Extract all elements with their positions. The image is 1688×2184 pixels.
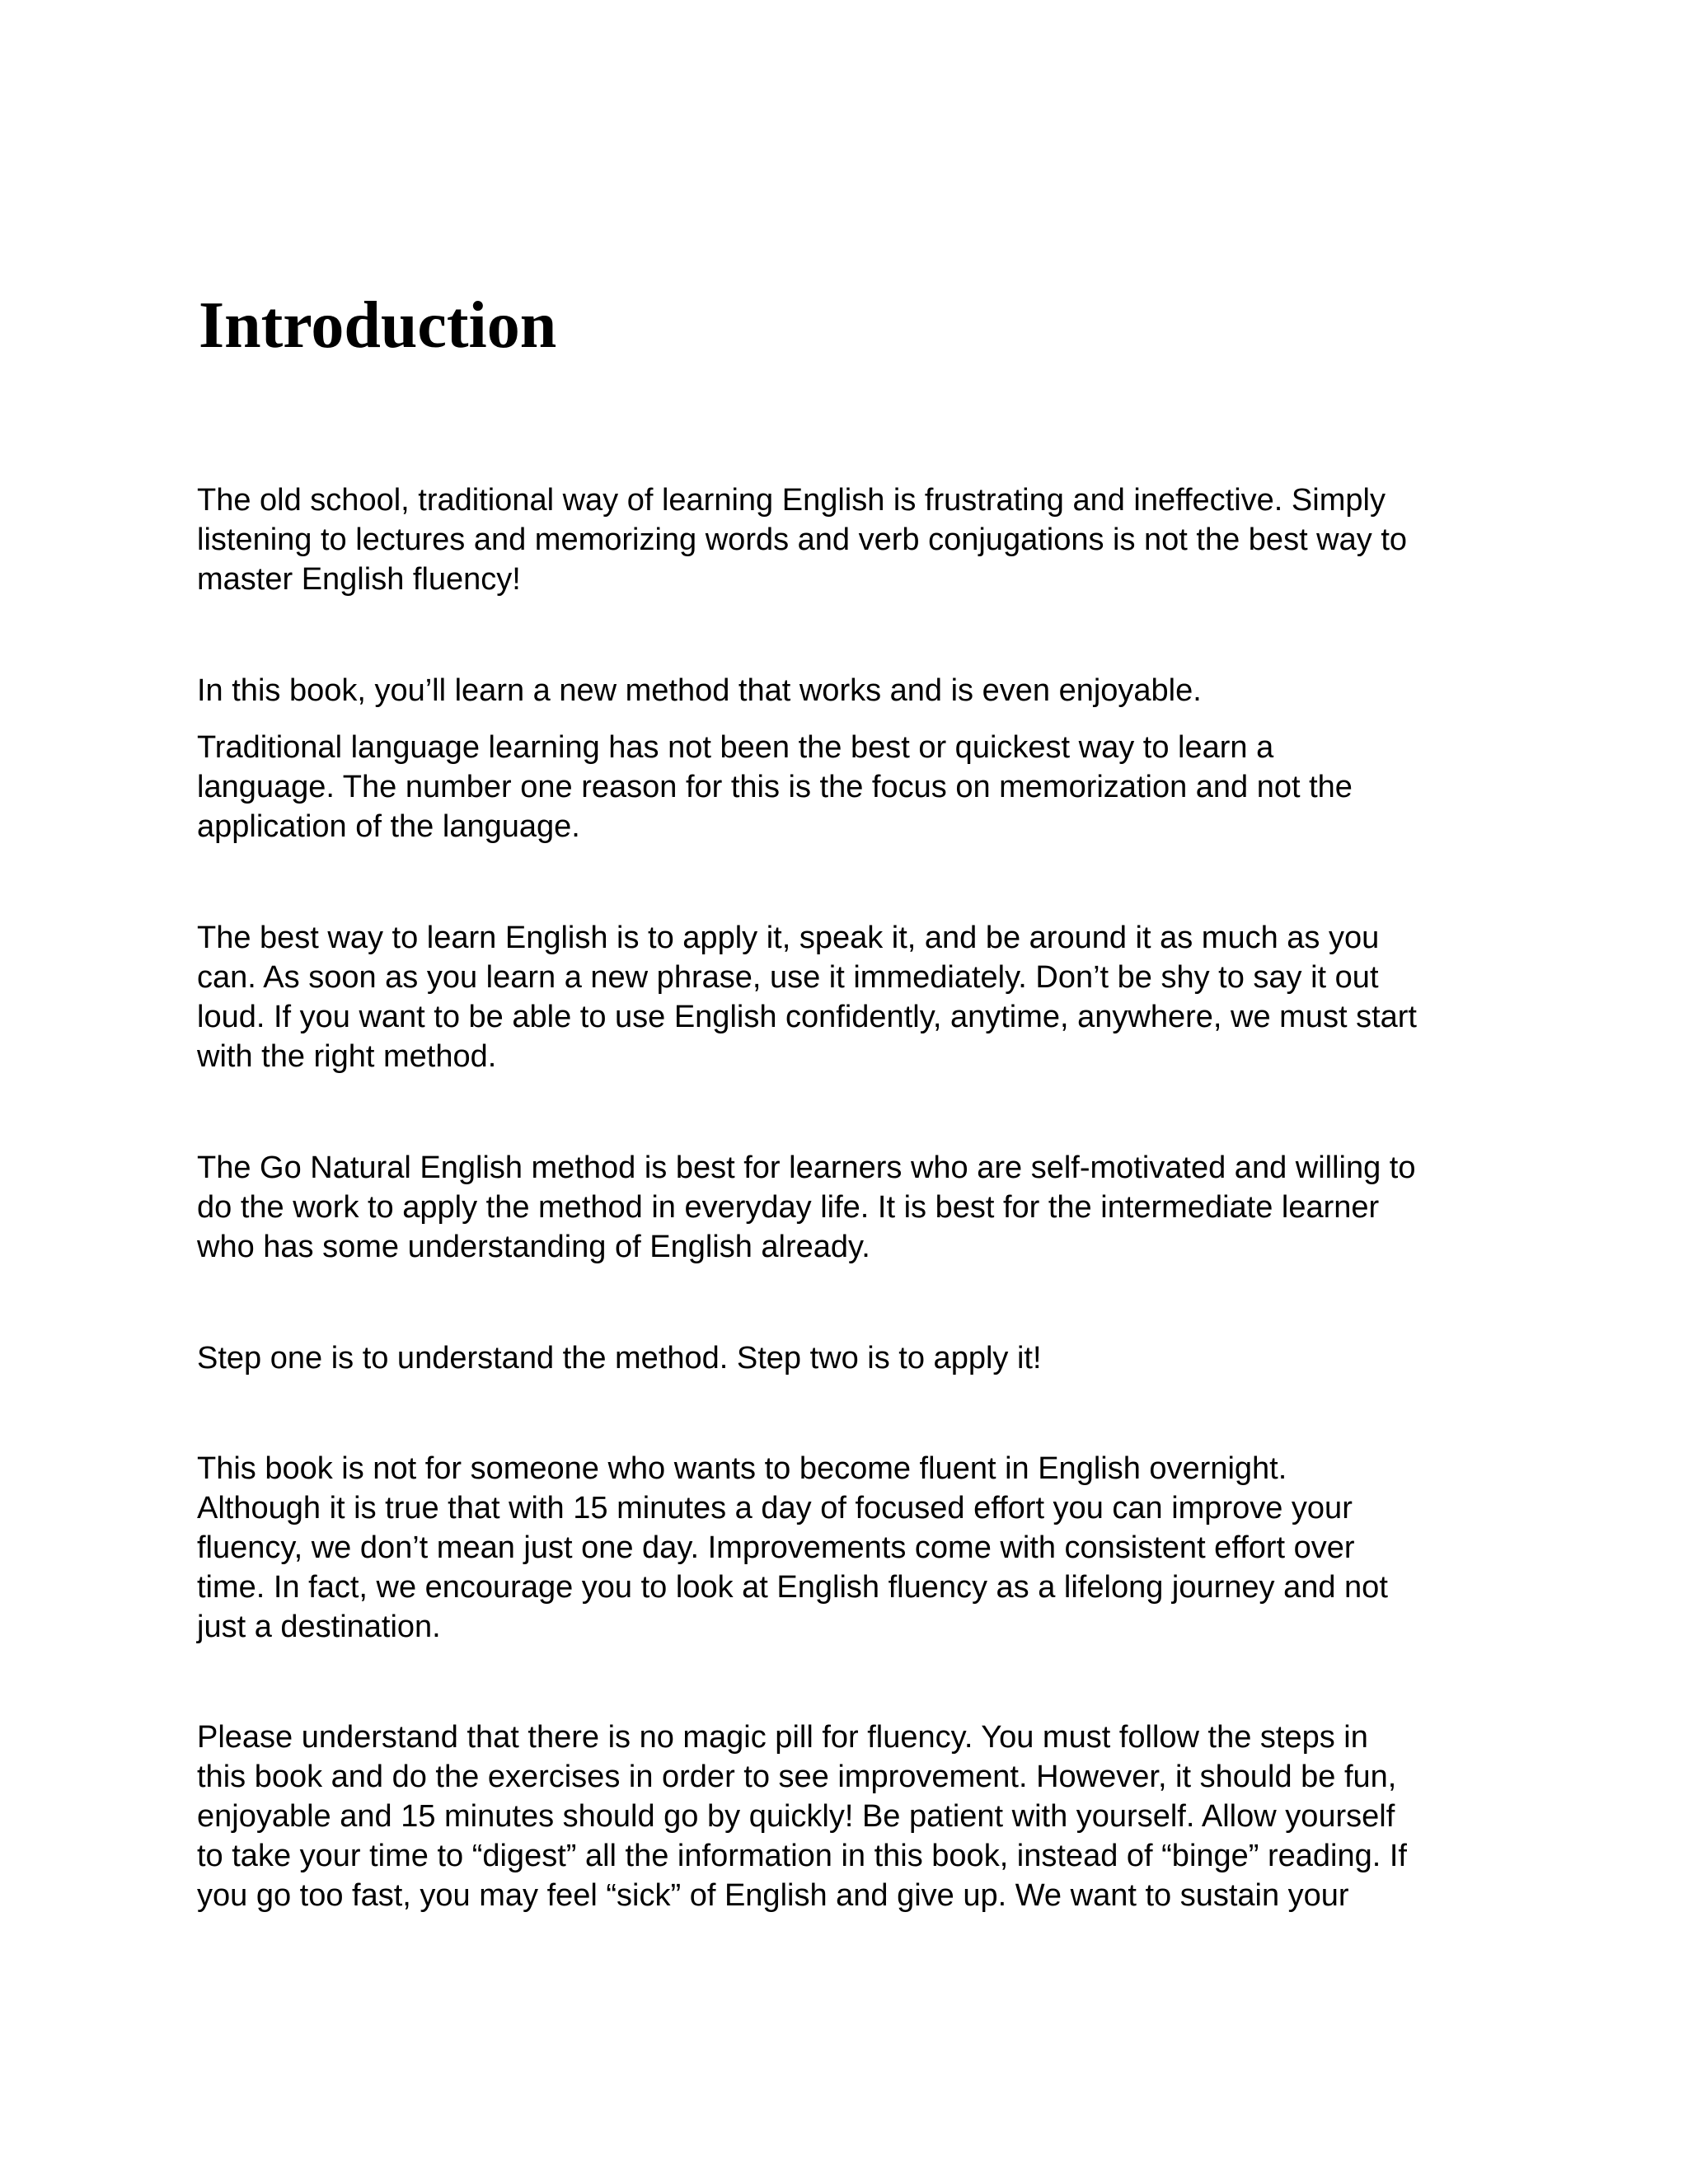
paragraph-line: to take your time to “digest” all the information in this book, instead of “binge” reading. If <box>197 1839 1407 1873</box>
paragraph-line: master English fluency! <box>197 562 521 597</box>
paragraph-line: Please understand that there is no magic pill for fluency. You must follow the steps in <box>197 1720 1368 1755</box>
paragraph-3 <box>197 728 1353 846</box>
paragraph-line: with the right method. <box>197 1039 497 1074</box>
paragraph-line: The best way to learn English is to apply it, speak it, and be around it as much as you <box>197 921 1380 955</box>
paragraph-line: listening to lectures and memorizing words and verb conjugations is not the best way to <box>197 523 1408 557</box>
paragraph-line: time. In fact, we encourage you to look at English fluency as a lifelong journey and not <box>197 1570 1388 1605</box>
paragraph-line: The Go Natural English method is best for learners who are self-motivated and willing to <box>197 1151 1416 1185</box>
paragraph-7 <box>197 1449 1388 1647</box>
paragraph-line: application of the language. <box>197 809 580 844</box>
paragraph-4 <box>197 918 1417 1076</box>
paragraph-line: enjoyable and 15 minutes should go by quickly! Be patient with yourself. Allow yourself <box>197 1799 1395 1834</box>
paragraph-line: loud. If you want to be able to use English confidently, anytime, anywhere, we must start <box>197 1000 1417 1034</box>
paragraph-line: This book is not for someone who wants to become fluent in English overnight. <box>197 1451 1287 1486</box>
paragraph-8 <box>197 1718 1407 1915</box>
paragraph-line: Although it is true that with 15 minutes a day of focused effort you can improve your <box>197 1491 1353 1526</box>
paragraph-5 <box>197 1148 1416 1267</box>
paragraph-2 <box>197 671 1202 710</box>
paragraph-line: In this book, you’ll learn a new method that works and is even enjoyable. <box>197 673 1202 708</box>
paragraph-line: you go too fast, you may feel “sick” of English and give up. We want to sustain your <box>197 1878 1349 1913</box>
paragraph-line: can. As soon as you learn a new phrase, use it immediately. Don’t be shy to say it out <box>197 960 1379 995</box>
paragraph-line: language. The number one reason for this is the focus on memorization and not the <box>197 770 1353 804</box>
chapter-title: Introduction <box>199 289 557 362</box>
paragraph-line: Traditional language learning has not been the best or quickest way to learn a <box>197 730 1274 765</box>
paragraph-line: who has some understanding of English already. <box>197 1230 870 1264</box>
paragraph-line: Step one is to understand the method. Step two is to apply it! <box>197 1341 1042 1376</box>
paragraph-line: fluency, we don’t mean just one day. Improvements come with consistent effort over <box>197 1530 1355 1565</box>
paragraph-line: The old school, traditional way of learning English is frustrating and ineffective. Simply <box>197 483 1386 518</box>
paragraph-6 <box>197 1338 1042 1378</box>
paragraph-1 <box>197 480 1407 599</box>
paragraph-line: this book and do the exercises in order to see improvement. However, it should be fun, <box>197 1760 1397 1794</box>
paragraph-line: just a destination. <box>197 1610 441 1644</box>
paragraph-line: do the work to apply the method in everyday life. It is best for the intermediate learner <box>197 1190 1380 1225</box>
